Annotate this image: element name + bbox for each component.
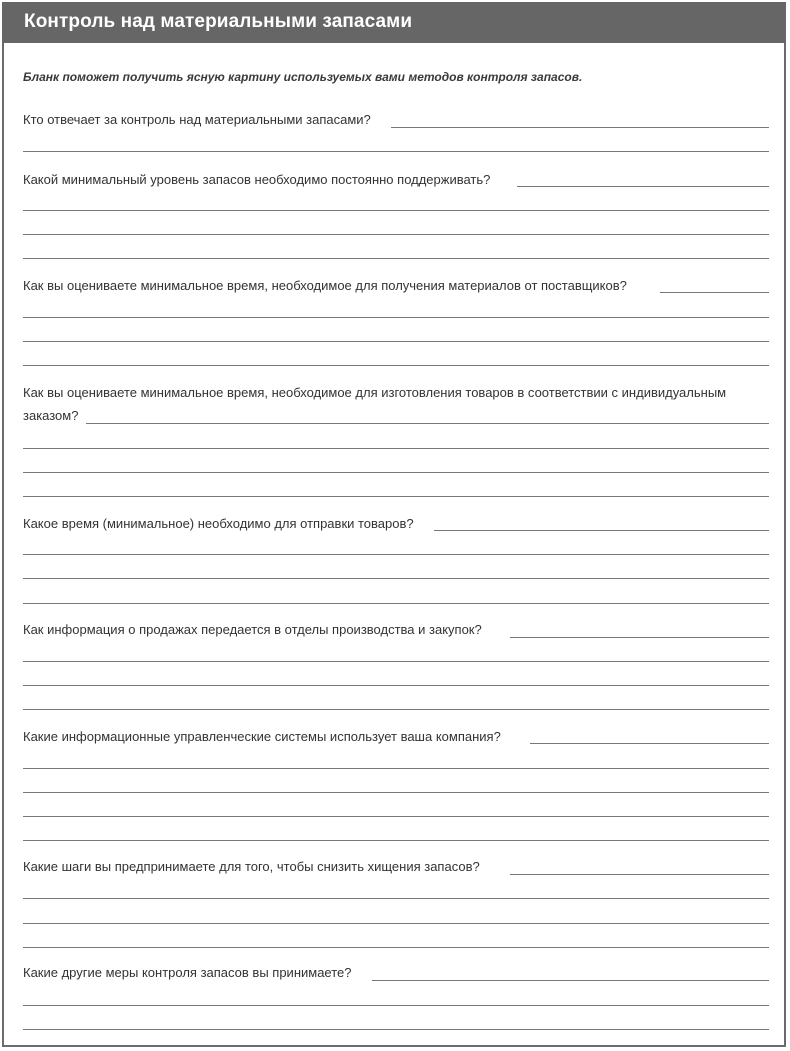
answer-line[interactable] [530, 743, 769, 744]
question-3: Как вы оцениваете минимальное время, необходимое для получения материалов от поставщиков? [23, 278, 627, 293]
answer-line[interactable] [23, 947, 769, 948]
question-4-cont: заказом? [23, 408, 79, 423]
answer-line[interactable] [23, 603, 769, 604]
answer-line[interactable] [23, 1029, 769, 1030]
question-4: Как вы оцениваете минимальное время, необходимое для изготовления товаров в соответствии с индивидуальным [23, 385, 727, 400]
question-6: Как информация о продажах передается в отделы производства и закупок? [23, 622, 482, 637]
question-5: Какое время (минимальное) необходимо для отправки товаров? [23, 516, 414, 531]
answer-line[interactable] [434, 530, 769, 531]
answer-line[interactable] [660, 292, 769, 293]
answer-line[interactable] [510, 637, 769, 638]
answer-line[interactable] [23, 792, 769, 793]
answer-line[interactable] [23, 210, 769, 211]
answer-line[interactable] [23, 709, 769, 710]
answer-line[interactable] [23, 341, 769, 342]
question-8: Какие шаги вы предпринимаете для того, чтобы снизить хищения запасов? [23, 859, 480, 874]
question-7: Какие информационные управленческие системы использует ваша компания? [23, 729, 501, 744]
answer-line[interactable] [23, 578, 769, 579]
answer-line[interactable] [23, 898, 769, 899]
answer-line[interactable] [23, 840, 769, 841]
answer-line[interactable] [23, 365, 769, 366]
question-1: Кто отвечает за контроль над материальными запасами? [23, 112, 371, 127]
answer-line[interactable] [23, 258, 769, 259]
form-header [2, 2, 786, 43]
answer-line[interactable] [23, 661, 769, 662]
answer-line[interactable] [391, 127, 769, 128]
answer-line[interactable] [23, 816, 769, 817]
question-9: Какие другие меры контроля запасов вы принимаете? [23, 965, 352, 980]
answer-line[interactable] [23, 768, 769, 769]
answer-line[interactable] [23, 554, 769, 555]
answer-line[interactable] [23, 448, 769, 449]
answer-line[interactable] [23, 472, 769, 473]
question-2: Какой минимальный уровень запасов необходимо постоянно поддерживать? [23, 172, 491, 187]
answer-line[interactable] [23, 234, 769, 235]
answer-line[interactable] [517, 186, 769, 187]
answer-line[interactable] [23, 317, 769, 318]
answer-line[interactable] [23, 151, 769, 152]
answer-line[interactable] [23, 1005, 769, 1006]
answer-line[interactable] [23, 685, 769, 686]
answer-line[interactable] [86, 423, 769, 424]
answer-line[interactable] [23, 496, 769, 497]
answer-line[interactable] [23, 923, 769, 924]
answer-line[interactable] [372, 980, 769, 981]
answer-line[interactable] [510, 874, 769, 875]
form-title: Контроль над материальными запасами [24, 11, 413, 32]
form-intro: Бланк поможет получить ясную картину используемых вами методов контроля запасов. [23, 70, 583, 84]
